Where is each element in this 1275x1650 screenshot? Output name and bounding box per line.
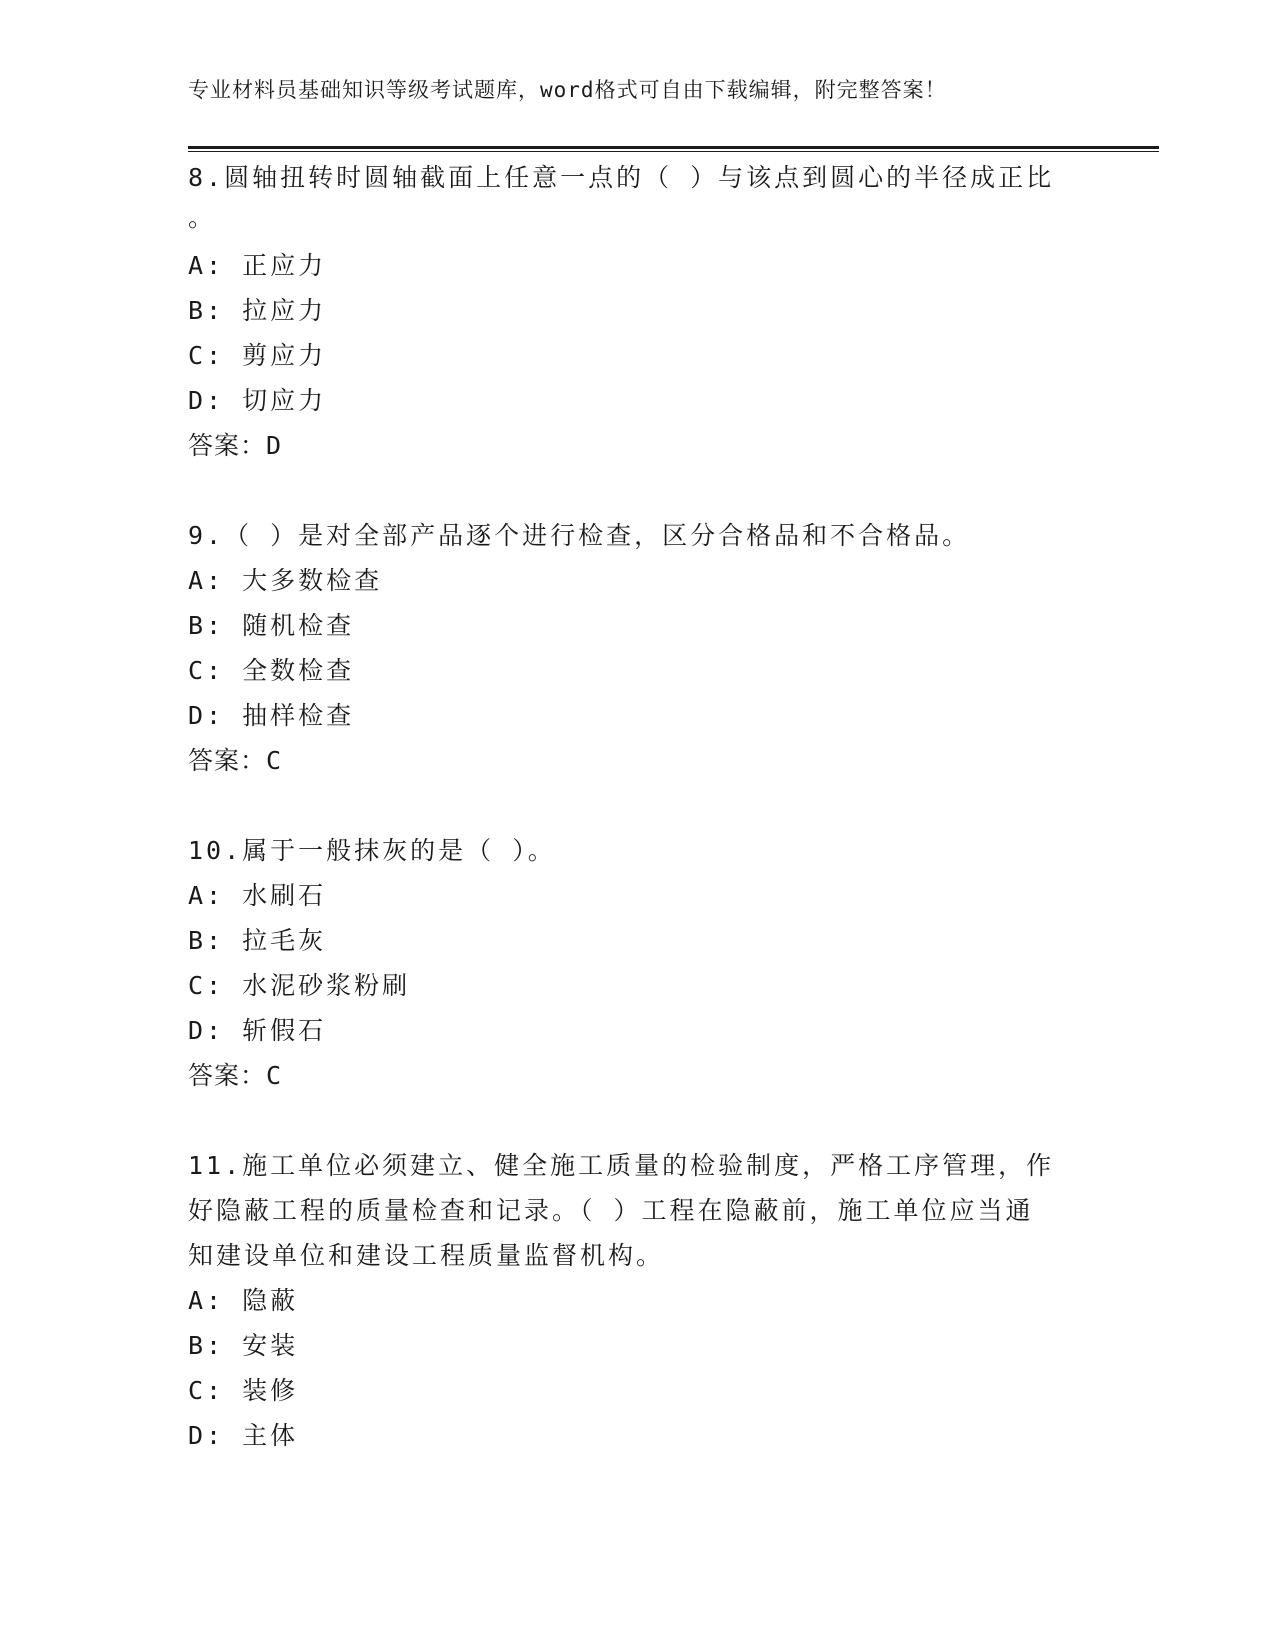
question-8-stem-line-1: 8.圆轴扭转时圆轴截面上任意一点的（ ）与该点到圆心的半径成正比	[188, 163, 1055, 192]
question-8-stem-line-2: 。	[188, 203, 217, 232]
question-9-answer	[188, 745, 281, 777]
question-11-stem-line-3: 知建设单位和建设工程质量监督机构。	[188, 1241, 665, 1270]
question-11-option-c: C: 装修	[188, 1376, 299, 1405]
question-10-option-a: A: 水刷石	[188, 881, 327, 910]
question-11-option-a: A: 隐蔽	[188, 1286, 299, 1315]
page-header: 专业材料员基础知识等级考试题库，word格式可自由下载编辑，附完整答案！	[188, 78, 947, 102]
question-8-option-b: B: 拉应力	[188, 296, 327, 325]
answer-value: C	[266, 746, 282, 775]
question-10-answer	[188, 1060, 281, 1092]
answer-value: C	[266, 1061, 282, 1090]
question-8-option-c: C: 剪应力	[188, 341, 327, 370]
question-9-option-d: D: 抽样检查	[188, 701, 355, 730]
question-8-option-d: D: 切应力	[188, 386, 327, 415]
question-11-option-b: B: 安装	[188, 1331, 299, 1360]
answer-label: 答案：	[188, 746, 267, 775]
question-8-answer	[188, 430, 281, 462]
question-10-stem-line-1: 10.属于一般抹灰的是（ ）。	[188, 836, 556, 865]
question-10-option-d: D: 斩假石	[188, 1016, 327, 1045]
question-9-stem-line-1: 9.（ ）是对全部产品逐个进行检查，区分合格品和不合格品。	[188, 521, 971, 550]
question-11-stem-line-1: 11.施工单位必须建立、健全施工质量的检验制度，严格工序管理，作	[188, 1151, 1055, 1180]
header-rule-thick	[188, 146, 1159, 149]
question-9-option-a: A: 大多数检查	[188, 566, 383, 595]
question-11-option-d: D: 主体	[188, 1421, 299, 1450]
answer-label: 答案：	[188, 431, 267, 460]
header-rule-thin	[188, 151, 1159, 152]
answer-value: D	[266, 431, 282, 460]
answer-label: 答案：	[188, 1061, 267, 1090]
question-9-option-c: C: 全数检查	[188, 656, 355, 685]
question-11-stem-line-2: 好隐蔽工程的质量检查和记录。（ ）工程在隐蔽前，施工单位应当通	[188, 1196, 1034, 1225]
question-8-option-a: A: 正应力	[188, 251, 327, 280]
question-10-option-c: C: 水泥砂浆粉刷	[188, 971, 411, 1000]
question-9-option-b: B: 随机检查	[188, 611, 355, 640]
question-10-option-b: B: 拉毛灰	[188, 926, 327, 955]
